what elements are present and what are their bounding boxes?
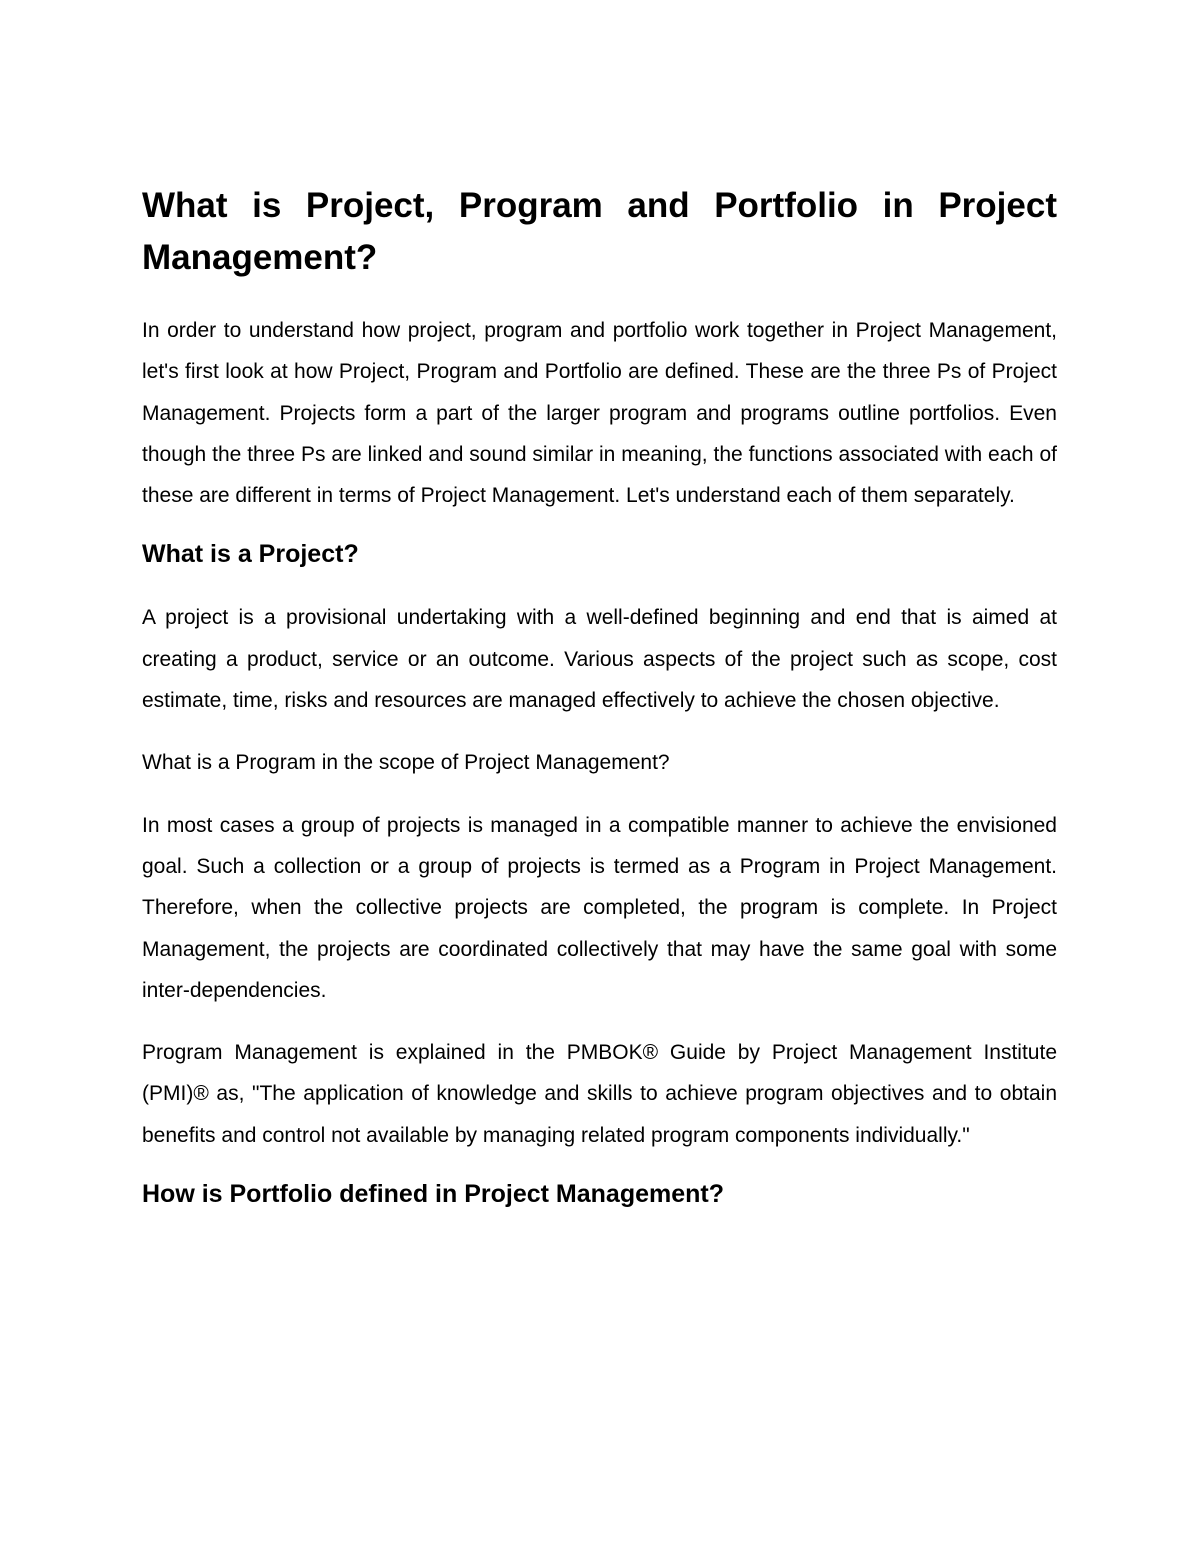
program-paragraph-1: In most cases a group of projects is managed in a compatible manner to achieve the envisioned goal. Such a collection or a group of projects is termed as a Program in Project Management. Therefore, when the collective projects are completed, the program is complete. In Project Management, the projects are coordinated collectively that may have the same goal with some inter-dependencies. (142, 813, 1057, 1002)
document-page (142, 180, 1057, 1237)
program-paragraph-2: Program Management is explained in the PMBOK® Guide by Project Management Institute (PMI)® as, "The application of knowledge and skills to achieve program objectives and to obtain benefits and control not available by managing related program components individually." (142, 1041, 1057, 1147)
document-title: What is Project, Program and Portfolio in Project Management? (142, 186, 1057, 277)
program-heading: What is a Program in the scope of Project Management? (142, 751, 670, 775)
portfolio-heading: How is Portfolio defined in Project Management? (142, 1180, 724, 1209)
intro-paragraph: In order to understand how project, program and portfolio work together in Project Management, let's first look at how Project, Program and Portfolio are defined. These are the three Ps of Project Management. Projects form a part of the larger program and programs outline portfolios. Even though the three Ps are linked and sound similar in meaning, the functions associated with each of these are different in terms of Project Management. Let's understand each of them separately. (142, 319, 1057, 508)
project-paragraph: A project is a provisional undertaking with a well-defined beginning and end that is aimed at creating a product, service or an outcome. Various aspects of the project such as scope, cost estimate, time, risks and resources are managed effectively to achieve the chosen objective. (142, 606, 1057, 713)
project-heading: What is a Project? (142, 540, 359, 569)
